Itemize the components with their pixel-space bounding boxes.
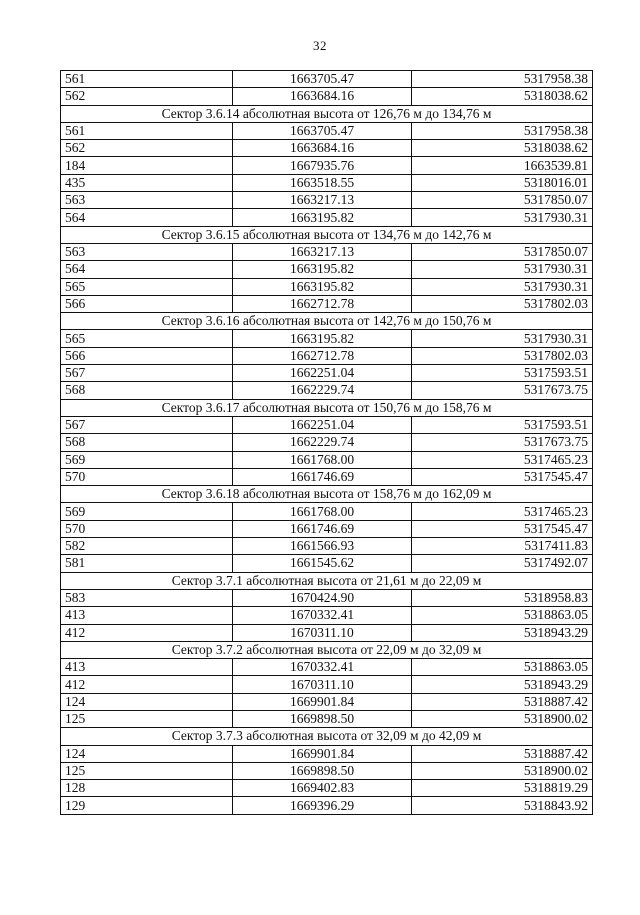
y-coordinate-cell: 1663539.81 xyxy=(412,157,593,174)
table-row xyxy=(61,503,593,520)
x-coordinate-cell: 1661545.62 xyxy=(233,555,412,572)
y-coordinate-cell: 5317465.23 xyxy=(412,451,593,468)
x-coordinate-cell: 1669901.84 xyxy=(233,745,412,762)
table-row xyxy=(61,676,593,693)
y-coordinate-cell: 5318900.02 xyxy=(412,762,593,779)
point-number-cell: 567 xyxy=(61,365,233,382)
table-row xyxy=(61,157,593,174)
y-coordinate-cell: 5318843.92 xyxy=(412,797,593,814)
sector-header-row xyxy=(61,105,593,122)
y-coordinate-cell: 5318958.83 xyxy=(412,589,593,606)
y-coordinate-cell: 5318016.01 xyxy=(412,174,593,191)
table-row xyxy=(61,330,593,347)
y-coordinate-cell: 5317930.31 xyxy=(412,330,593,347)
x-coordinate-cell: 1669396.29 xyxy=(233,797,412,814)
x-coordinate-cell: 1661566.93 xyxy=(233,538,412,555)
x-coordinate-cell: 1663195.82 xyxy=(233,330,412,347)
point-number-cell: 563 xyxy=(61,243,233,260)
table-row xyxy=(61,710,593,727)
y-coordinate-cell: 5317593.51 xyxy=(412,365,593,382)
point-number-cell: 413 xyxy=(61,607,233,624)
x-coordinate-cell: 1661746.69 xyxy=(233,520,412,537)
y-coordinate-cell: 5317802.03 xyxy=(412,347,593,364)
table-row xyxy=(61,607,593,624)
x-coordinate-cell: 1661768.00 xyxy=(233,451,412,468)
point-number-cell: 568 xyxy=(61,434,233,451)
table-row xyxy=(61,122,593,139)
point-number-cell: 581 xyxy=(61,555,233,572)
x-coordinate-cell: 1663684.16 xyxy=(233,140,412,157)
table-row xyxy=(61,416,593,433)
x-coordinate-cell: 1662251.04 xyxy=(233,365,412,382)
y-coordinate-cell: 5317411.83 xyxy=(412,538,593,555)
point-number-cell: 562 xyxy=(61,140,233,157)
point-number-cell: 124 xyxy=(61,745,233,762)
y-coordinate-cell: 5317850.07 xyxy=(412,192,593,209)
table-row xyxy=(61,278,593,295)
x-coordinate-cell: 1663705.47 xyxy=(233,122,412,139)
table-row xyxy=(61,693,593,710)
table-row xyxy=(61,261,593,278)
point-number-cell: 184 xyxy=(61,157,233,174)
table-row xyxy=(61,243,593,260)
y-coordinate-cell: 5317958.38 xyxy=(412,122,593,139)
table-row xyxy=(61,347,593,364)
y-coordinate-cell: 5318887.42 xyxy=(412,745,593,762)
table-row xyxy=(61,555,593,572)
point-number-cell: 569 xyxy=(61,503,233,520)
y-coordinate-cell: 5318887.42 xyxy=(412,693,593,710)
sector-title: Сектор 3.6.16 абсолютная высота от 142,76 м до 150,76 м xyxy=(61,313,593,330)
x-coordinate-cell: 1670332.41 xyxy=(233,659,412,676)
y-coordinate-cell: 5317802.03 xyxy=(412,295,593,312)
y-coordinate-cell: 5318038.62 xyxy=(412,140,593,157)
x-coordinate-cell: 1669898.50 xyxy=(233,710,412,727)
y-coordinate-cell: 5318943.29 xyxy=(412,624,593,641)
table-row xyxy=(61,434,593,451)
x-coordinate-cell: 1670424.90 xyxy=(233,589,412,606)
sector-header-row xyxy=(61,313,593,330)
y-coordinate-cell: 5317492.07 xyxy=(412,555,593,572)
x-coordinate-cell: 1663217.13 xyxy=(233,243,412,260)
y-coordinate-cell: 5317593.51 xyxy=(412,416,593,433)
table-row xyxy=(61,382,593,399)
table-row xyxy=(61,659,593,676)
point-number-cell: 570 xyxy=(61,468,233,485)
x-coordinate-cell: 1662712.78 xyxy=(233,347,412,364)
table-row xyxy=(61,192,593,209)
y-coordinate-cell: 5317930.31 xyxy=(412,278,593,295)
point-number-cell: 412 xyxy=(61,676,233,693)
point-number-cell: 128 xyxy=(61,780,233,797)
table-row xyxy=(61,209,593,226)
point-number-cell: 413 xyxy=(61,659,233,676)
point-number-cell: 129 xyxy=(61,797,233,814)
table-row xyxy=(61,745,593,762)
x-coordinate-cell: 1662251.04 xyxy=(233,416,412,433)
table-row xyxy=(61,71,593,88)
y-coordinate-cell: 5317545.47 xyxy=(412,468,593,485)
point-number-cell: 565 xyxy=(61,330,233,347)
point-number-cell: 561 xyxy=(61,71,233,88)
point-number-cell: 568 xyxy=(61,382,233,399)
table-row xyxy=(61,520,593,537)
sector-header-row xyxy=(61,399,593,416)
sector-header-row xyxy=(61,486,593,503)
sector-title: Сектор 3.7.3 абсолютная высота от 32,09 м до 42,09 м xyxy=(61,728,593,745)
point-number-cell: 569 xyxy=(61,451,233,468)
table-row xyxy=(61,88,593,105)
x-coordinate-cell: 1667935.76 xyxy=(233,157,412,174)
y-coordinate-cell: 5317930.31 xyxy=(412,209,593,226)
table-row xyxy=(61,174,593,191)
x-coordinate-cell: 1662229.74 xyxy=(233,382,412,399)
table-row xyxy=(61,451,593,468)
y-coordinate-cell: 5317673.75 xyxy=(412,382,593,399)
x-coordinate-cell: 1670332.41 xyxy=(233,607,412,624)
point-number-cell: 564 xyxy=(61,261,233,278)
x-coordinate-cell: 1662712.78 xyxy=(233,295,412,312)
point-number-cell: 567 xyxy=(61,416,233,433)
sector-title: Сектор 3.6.18 абсолютная высота от 158,76 м до 162,09 м xyxy=(61,486,593,503)
y-coordinate-cell: 5318943.29 xyxy=(412,676,593,693)
x-coordinate-cell: 1661746.69 xyxy=(233,468,412,485)
y-coordinate-cell: 5317465.23 xyxy=(412,503,593,520)
x-coordinate-cell: 1661768.00 xyxy=(233,503,412,520)
table-row xyxy=(61,140,593,157)
x-coordinate-cell: 1663217.13 xyxy=(233,192,412,209)
x-coordinate-cell: 1663195.82 xyxy=(233,278,412,295)
y-coordinate-cell: 5317850.07 xyxy=(412,243,593,260)
y-coordinate-cell: 5317545.47 xyxy=(412,520,593,537)
y-coordinate-cell: 5318863.05 xyxy=(412,607,593,624)
page-number: 32 xyxy=(313,38,327,53)
x-coordinate-cell: 1663195.82 xyxy=(233,209,412,226)
y-coordinate-cell: 5318819.29 xyxy=(412,780,593,797)
table-row xyxy=(61,538,593,555)
y-coordinate-cell: 5317930.31 xyxy=(412,261,593,278)
x-coordinate-cell: 1663705.47 xyxy=(233,71,412,88)
sector-title: Сектор 3.7.1 абсолютная высота от 21,61 м до 22,09 м xyxy=(61,572,593,589)
x-coordinate-cell: 1669402.83 xyxy=(233,780,412,797)
x-coordinate-cell: 1663518.55 xyxy=(233,174,412,191)
y-coordinate-cell: 5317673.75 xyxy=(412,434,593,451)
table-row xyxy=(61,624,593,641)
table-row xyxy=(61,762,593,779)
x-coordinate-cell: 1669898.50 xyxy=(233,762,412,779)
x-coordinate-cell: 1670311.10 xyxy=(233,624,412,641)
point-number-cell: 563 xyxy=(61,192,233,209)
coordinates-table-body xyxy=(61,71,593,815)
point-number-cell: 412 xyxy=(61,624,233,641)
y-coordinate-cell: 5317958.38 xyxy=(412,71,593,88)
sector-header-row xyxy=(61,728,593,745)
point-number-cell: 124 xyxy=(61,693,233,710)
table-row xyxy=(61,365,593,382)
sector-header-row xyxy=(61,572,593,589)
x-coordinate-cell: 1670311.10 xyxy=(233,676,412,693)
coordinates-table xyxy=(60,70,593,815)
sector-header-row xyxy=(61,226,593,243)
table-row xyxy=(61,295,593,312)
x-coordinate-cell: 1663684.16 xyxy=(233,88,412,105)
x-coordinate-cell: 1669901.84 xyxy=(233,693,412,710)
point-number-cell: 564 xyxy=(61,209,233,226)
sector-header-row xyxy=(61,641,593,658)
point-number-cell: 583 xyxy=(61,589,233,606)
point-number-cell: 566 xyxy=(61,295,233,312)
table-row xyxy=(61,780,593,797)
sector-title: Сектор 3.6.17 абсолютная высота от 150,76 м до 158,76 м xyxy=(61,399,593,416)
sector-title: Сектор 3.7.2 абсолютная высота от 22,09 м до 32,09 м xyxy=(61,641,593,658)
table-row xyxy=(61,468,593,485)
table-row xyxy=(61,797,593,814)
x-coordinate-cell: 1663195.82 xyxy=(233,261,412,278)
point-number-cell: 125 xyxy=(61,762,233,779)
point-number-cell: 125 xyxy=(61,710,233,727)
point-number-cell: 561 xyxy=(61,122,233,139)
sector-title: Сектор 3.6.14 абсолютная высота от 126,76 м до 134,76 м xyxy=(61,105,593,122)
y-coordinate-cell: 5318900.02 xyxy=(412,710,593,727)
point-number-cell: 562 xyxy=(61,88,233,105)
point-number-cell: 565 xyxy=(61,278,233,295)
point-number-cell: 435 xyxy=(61,174,233,191)
point-number-cell: 566 xyxy=(61,347,233,364)
x-coordinate-cell: 1662229.74 xyxy=(233,434,412,451)
point-number-cell: 570 xyxy=(61,520,233,537)
y-coordinate-cell: 5318863.05 xyxy=(412,659,593,676)
point-number-cell: 582 xyxy=(61,538,233,555)
table-row xyxy=(61,589,593,606)
y-coordinate-cell: 5318038.62 xyxy=(412,88,593,105)
sector-title: Сектор 3.6.15 абсолютная высота от 134,76 м до 142,76 м xyxy=(61,226,593,243)
